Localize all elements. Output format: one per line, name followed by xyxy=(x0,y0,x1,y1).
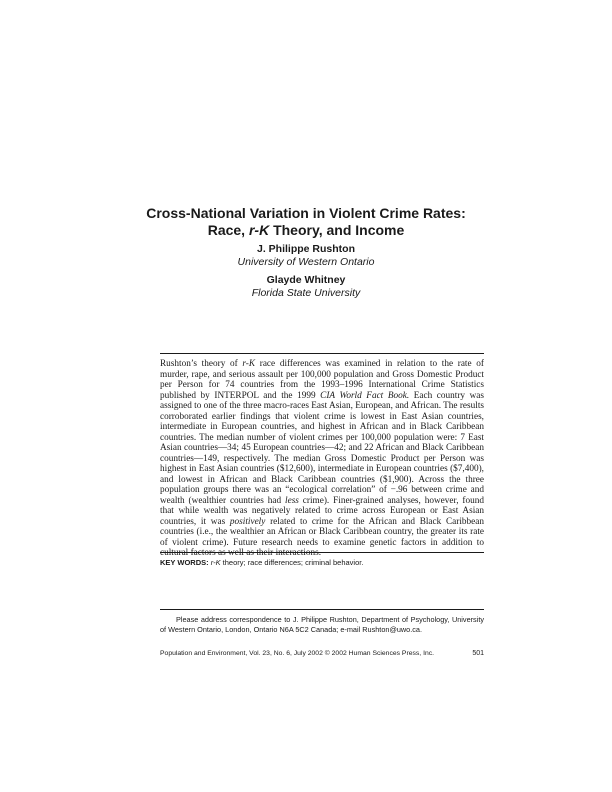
abstract-top-rule xyxy=(160,353,484,354)
abstract-text: Each country was assigned to one of the three macro-races East Asian, European, and African. The results corroborated earlier findings that violent crime is lowest in East Asian countries, intermediate in European countries, and highest in African and in Black Caribbean countries. The median number of violent crimes per 100,000 population were: 7 East Asian countries—34; 45 European countries—42; and 22 African and Black Caribbean countries—149, respectively. The median Gross Domestic Product per Person was highest in East Asian countries ($12,600), intermediate in European countries ($7,400), and lowest in African and Black Caribbean countries ($1,900). Across the three population groups there was an “ecological correlation” of −.96 between crime and wealth (wealthier countries had xyxy=(160,390,484,506)
abstract-text: Rushton’s theory of xyxy=(160,359,243,369)
author-block-1 xyxy=(150,243,462,269)
correspondence-footnote: Please address correspondence to J. Philippe Rushton, Department of Psychology, University of Western Ontario, London, Ontario N6A 5C2 Canada; e-mail Rushton@uwo.ca. xyxy=(160,615,484,634)
author-name: J. Philippe Rushton xyxy=(256,243,355,255)
title-part: Race, xyxy=(207,222,249,238)
keywords-text: theory; race differences; criminal behavior. xyxy=(220,558,364,567)
author-block-2 xyxy=(150,274,462,300)
page-number: 501 xyxy=(472,650,484,657)
abstract-text: crime). Finer-grained analyses, however, found that while wealth was negatively related to crime across European or East Asian countries, it was xyxy=(160,495,485,527)
footnote-rule xyxy=(160,609,484,610)
keywords xyxy=(160,558,484,568)
abstract xyxy=(160,359,484,559)
keywords-label: KEY WORDS: xyxy=(160,558,209,567)
title-part: Theory, and Income xyxy=(269,222,405,238)
running-footer xyxy=(160,649,484,658)
abstract-italic: less xyxy=(285,495,299,506)
abstract-italic: CIA World Fact Book. xyxy=(320,390,410,401)
journal-citation: Population and Environment, Vol. 23, No. 6, July 2002 © 2002 Human Sciences Press, Inc. xyxy=(160,650,435,657)
title-line-1: Cross-National Variation in Violent Crime Rates: xyxy=(146,205,466,221)
article-title xyxy=(100,205,512,239)
abstract-text: related to crime for the African and Black Caribbean countries (i.e., the wealthier an African or Black Caribbean country, the greater its rate of violent crime). Future research needs to examine genetic factors in addition to cultural factors as well as their interactions. xyxy=(160,516,484,558)
abstract-italic: r-K xyxy=(242,359,256,369)
title-italic-part: r-K xyxy=(248,222,270,238)
abstract-text: race differences was examined in relation to the rate of murder, rape, and serious assault per 100,000 population and Gross Domestic Product per Person for 74 countries from the 1993–1996 International Crime Statistics published by INTERPOL and the 1999 xyxy=(160,359,484,401)
keywords-italic: r-K xyxy=(210,558,221,567)
author-name: Glayde Whitney xyxy=(266,274,346,286)
author-affiliation: Florida State University xyxy=(251,287,361,299)
author-affiliation: University of Western Ontario xyxy=(237,256,375,268)
abstract-italic: positively xyxy=(229,516,266,527)
title-line-2 xyxy=(100,222,512,239)
abstract-bottom-rule xyxy=(160,552,484,553)
